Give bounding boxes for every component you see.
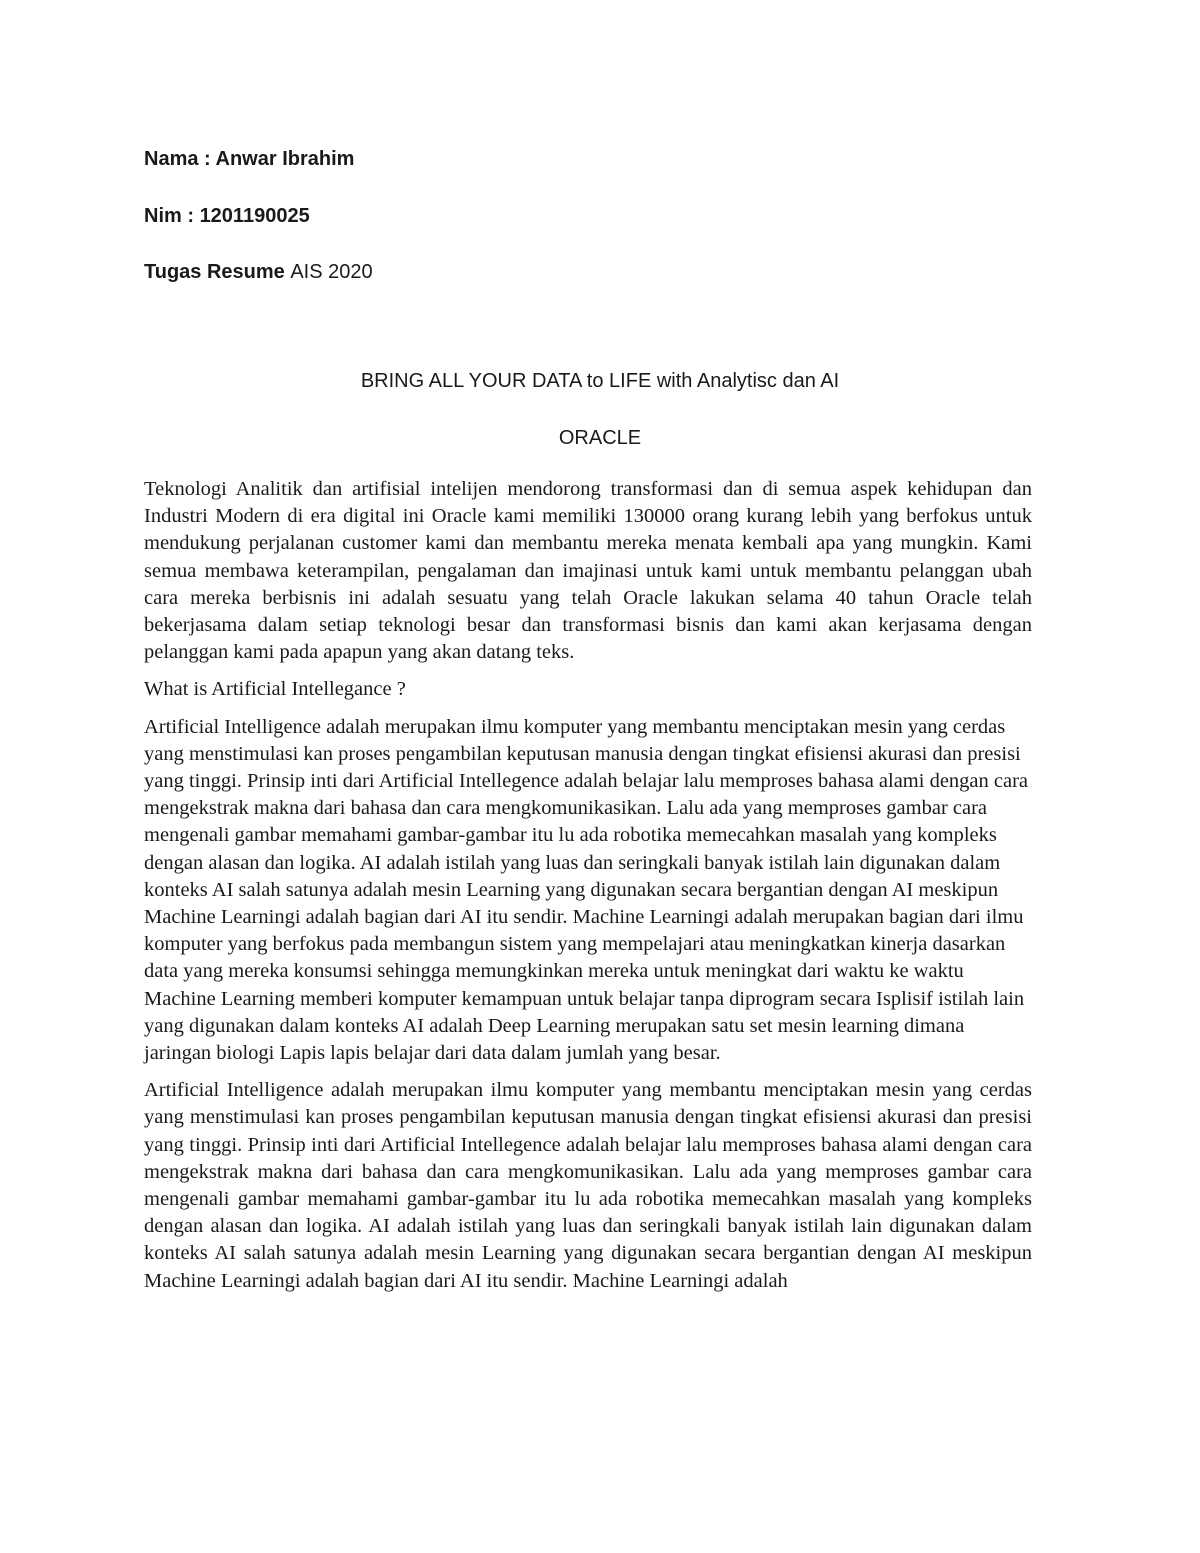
student-id-line xyxy=(144,204,310,228)
question-heading: What is Artificial Intellegance ? xyxy=(144,678,406,701)
assignment-line xyxy=(144,260,373,284)
student-id-label: Nim : xyxy=(144,205,200,227)
student-name-label: Nama : xyxy=(144,148,216,170)
document-title: BRING ALL YOUR DATA to LIFE with Analytisc dan AI xyxy=(360,370,840,392)
ai-paragraph-2: Artificial Intelligence adalah merupakan ilmu komputer yang membantu menciptakan mesin yang cerdas yang menstimulasi kan proses pengambilan keputusan manusia dengan tingkat efisiensi akurasi dan presisi yang tinggi. Prinsip inti dari Artificial Intellegence adalah belajar lalu memproses bahasa alami dengan cara mengekstrak makna dari bahasa dan cara mengkomunikasikan. Lalu ada yang memproses gambar cara mengenali gambar memahami gambar-gambar itu lu ada robotika memecahkan masalah yang kompleks dengan alasan dan logika. AI adalah istilah yang luas dan seringkali banyak istilah lain digunakan dalam konteks AI salah satunya adalah mesin Learning yang digunakan secara bergantian dengan AI meskipun Machine Learningi adalah bagian dari AI itu sendir. Machine Learningi adalah xyxy=(144,1079,1032,1292)
assignment-label: Tugas Resume xyxy=(144,261,291,283)
intro-paragraph: Teknologi Analitik dan artifisial intelijen mendorong transformasi dan di semua aspek kehidupan dan Industri Modern di era digital ini Oracle kami memiliki 130000 orang kurang lebih yang berfokus untuk mendukung perjalanan customer kami dan membantu mereka menata kembali apa yang mungkin. Kami semua membawa keterampilan, pengalaman dan imajinasi untuk kami untuk membantu pelanggan ubah cara mereka berbisnis ini adalah sesuatu yang telah Oracle lakukan selama 40 tahun Oracle telah bekerjasama dalam setiap teknologi besar dan transformasi bisnis dan kami akan kerjasama dengan pelanggan kami pada apapun yang akan datang teks. xyxy=(144,478,1032,664)
document-body xyxy=(144,476,1032,1305)
student-id-value: 1201190025 xyxy=(199,205,310,227)
assignment-value: AIS 2020 xyxy=(290,261,373,283)
student-name-value: Anwar Ibrahim xyxy=(215,148,355,170)
ai-paragraph-1: Artificial Intelligence adalah merupakan ilmu komputer yang membantu menciptakan mesin yang cerdas yang menstimulasi kan proses pengambilan keputusan manusia dengan tingkat efisiensi akurasi dan presisi yang tinggi. Prinsip inti dari Artificial Intellegence adalah belajar lalu memproses bahasa alami dengan cara mengekstrak makna dari bahasa dan cara mengkomunikasikan. Lalu ada yang memproses gambar cara mengenali gambar memahami gambar-gambar itu lu ada robotika memecahkan masalah yang kompleks dengan alasan dan logika. AI adalah istilah yang luas dan seringkali banyak istilah lain digunakan dalam konteks AI salah satunya adalah mesin Learning yang digunakan secara bergantian dengan AI meskipun Machine Learningi adalah bagian dari AI itu sendir. Machine Learningi adalah merupakan bagian dari ilmu komputer yang berfokus pada membangun sistem yang mempelajari atau meningkatkan kinerja dasarkan data yang mereka konsumsi sehingga memungkinkan mereka untuk meningkat dari waktu ke waktu Machine Learning memberi komputer kemampuan untuk belajar tanpa diprogram secara Isplisif istilah lain yang digunakan dalam konteks AI adalah Deep Learning merupakan satu set mesin learning dimana jaringan biologi Lapis lapis belajar dari data dalam jumlah yang besar. xyxy=(144,715,1029,1065)
document-subtitle: ORACLE xyxy=(558,427,642,449)
student-name-line xyxy=(144,147,354,171)
